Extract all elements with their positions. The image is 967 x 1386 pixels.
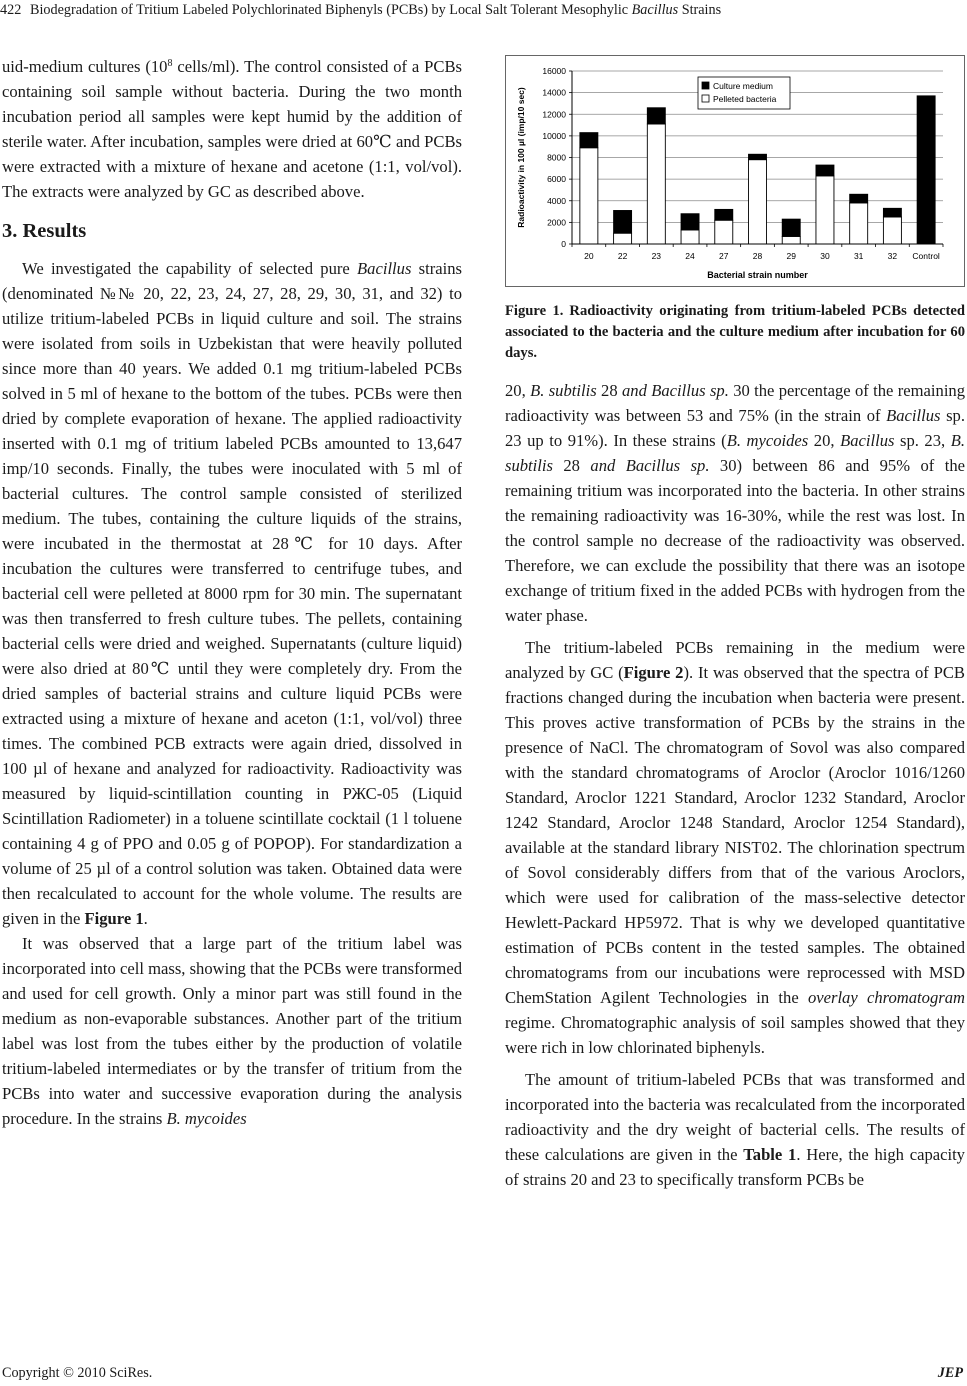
text-run: The tritium-labeled PCBs remaining in the medium were analyzed by GC (: [505, 638, 965, 682]
body-paragraph: [2, 931, 462, 1131]
pelleted-bacteria-bar: [614, 233, 632, 244]
y-axis-ticks: [542, 66, 572, 249]
italic-run: overlay chromatogram: [807, 988, 965, 1007]
text-run: strains (denominated №№ 20, 22, 23, 24, 27, 28, 29, 30, 31, and 32) to utilize tritium-labeled PCBs in liquid culture and soil. The strains were isolated from soils in Uzbekistan that were heavily polluted since more than 40 years. We added 0.1 mg tritium-labeled PCBs solved in 5 ml of hexane to the bottom of the tubes. PCBs were then dried by complete evaporation of hexane. The applied radioactivity inserted with 0.1 mg of tritium labeled PCBs amounted to 13,647 imp/10 seconds. Finally, the tubes were inoculated with 5 ml of bacterial cultures. The control sample consisted of sterilized medium. The tubes, containing the culture liquids of the strains, were incubated in the thermostat at 28℃ for 10 days. After incubation the cultures were transferred to centrifuge tubes, and bacterial cell were pelleted at 8000 rpm for 30 min. The supernatant was then transferred to fresh culture tubes. The pellets, containing bacterial cells were dried and weighed. Supernatants (culture liquid) were also dried at 80℃ until they were completely dry. From the dried samples of bacterial strains and culture liquid PCBs were extracted using a mixture of hexane and aceton (1:1, vol/vol) three times. The combined PCB extracts were again dried, dissolved in 100 µl of hexane and analyzed for radioactivity. Radioactivity was measured by liquid-scintillation counting in РЖС-05 (Liquid Scintillation Radiometer) in a toluene scintillate cocktail (1 l toluene containing 4 g of PPO and 0.05 g of POPOP). For standardization a volume of 25 µl of a control solution was taken. Obtained data were then recalculated to account for the whole volume. The results are given in the: [2, 259, 462, 928]
text-run: 30) between 86 and 95% of the remaining tritium was incorporated into the bacteria. In other strains the remaining radioactivity was 16-30%, while the rest was lost. In the control sample no decrease of the radioactivity was observed. Therefore, we can exclude the possibility that there was an isotope exchange of tritium fixed in the added PCBs with hydrogen from the water phase.: [505, 456, 965, 625]
figure-caption: [505, 301, 965, 364]
pelleted-bacteria-bar: [681, 230, 699, 244]
body-paragraph: [505, 1067, 965, 1192]
italic-run: and Bacillus sp.: [621, 381, 729, 400]
text-run: uid-medium cultures (10: [2, 57, 168, 76]
caption-label: Figure 1.: [505, 303, 564, 319]
right-column: [505, 55, 965, 1199]
y-axis-label: Radioactivity in 100 µl (imp/10 sec): [516, 87, 526, 228]
text-run: The amount of tritium-labeled PCBs that was transformed and incorporated into the bacteria was recalculated from the incorporated radioactivity and the dry weight of bacterial cells. The results of these calculations are given in the: [505, 1070, 965, 1164]
text-run: It was observed that a large part of the tritium label was incorporated into cell mass, showing that the PCBs were transformed and used for cell growth. Only a minor part was still found in the medium as non-evaporable substances. Another part of the tritium label was lost from the tubes either by the production of volatile tritium-labeled intermediates or by the transfer of tritium from the PCBs into water and successive evaporation during the analysis procedure. In the strains: [2, 934, 462, 1128]
section-heading: 3. Results: [2, 220, 87, 242]
journal-name: JEP: [937, 1365, 963, 1381]
culture-medium-bar: [647, 108, 665, 124]
text-run: 30 the percentage of the remaining radioactivity was between 53 and 75% (in the strain of: [505, 381, 966, 425]
culture-medium-bar: [816, 165, 834, 176]
culture-medium-bar: [614, 210, 632, 233]
left-column: [2, 54, 462, 1131]
x-tick-label: 20: [584, 251, 594, 261]
italic-run: B. subtilis: [505, 431, 965, 475]
y-tick-label: 4000: [547, 195, 566, 206]
italic-run: Bacillus: [840, 431, 895, 450]
pelleted-bacteria-bar: [816, 176, 834, 244]
pelleted-bacteria-bar: [715, 220, 733, 244]
text-run: sp. 23,: [894, 431, 951, 450]
y-tick-label: 14000: [542, 87, 566, 98]
italic-run: Bacillus: [886, 406, 941, 425]
text-run: sp. 23 up to 91%). In these strains (: [505, 406, 965, 450]
x-tick-label: 24: [685, 251, 695, 261]
y-tick-label: 8000: [547, 152, 566, 163]
x-axis-label: Bacterial strain number: [707, 270, 808, 280]
x-tick-label: 22: [617, 251, 628, 261]
body-paragraph: [505, 378, 965, 628]
text-run: . Here, the high capacity of strains 20 and 23 to specifically transform PCBs be: [505, 1145, 965, 1189]
culture-medium-bar: [850, 194, 868, 203]
table-reference: Table 1: [743, 1145, 797, 1164]
text-run: ). It was observed that the spectra of PCB fractions changed during the incubation when bacteria were present. This proves active transformation of PCBs by the strains in the presence of NaCl. The chromatogram of Sovol was also compared with the standard chromatograms of Aroclor (Aroclor 1016/1260 Standard, Aroclor 1221 Standard, Aroclor 1232 Standard, Aroclor 1242 Standard, Aroclor 1248 Standard, Aroclor 1254 Standard), available at the standard library NIST02. The chlorination spectrum of Sovol considerably differs from that of the various Aroclors, which were used for calibration of the mass-selective detector Hewlett-Packard HP5972. That is why we developed quantitative estimation of PCBs content in the tested samples. The obtained chromatograms from our incubations were reprocessed with MSD ChemStation Agilent Technologies in the: [505, 663, 965, 1007]
y-tick-label: 2000: [547, 217, 566, 228]
running-title-main: Biodegradation of Tritium Labeled Polychlorinated Biphenyls (PCBs) by Local Salt Tolerant Mesophylic: [30, 2, 629, 18]
pelleted-bacteria-bar: [883, 217, 901, 244]
x-tick-label: 32: [887, 251, 898, 261]
x-tick-label: 23: [651, 251, 662, 261]
x-tick-label: 28: [752, 251, 763, 261]
figure-1-chart: [505, 55, 965, 287]
pelleted-bacteria-legend-swatch: [702, 95, 709, 102]
text-run: 20,: [505, 381, 531, 400]
page-header: [0, 0, 967, 24]
italic-run: and Bacillus sp.: [590, 456, 710, 475]
culture-medium-bar: [715, 209, 733, 220]
bars: [580, 96, 935, 244]
text-run: 20,: [808, 431, 841, 450]
culture-medium-bar: [917, 96, 935, 244]
legend: [698, 77, 790, 109]
copyright-text: Copyright © 2010 SciRes.: [2, 1365, 153, 1381]
y-tick-label: 6000: [547, 174, 566, 185]
x-tick-label: 27: [719, 251, 729, 261]
y-tick-label: 0: [561, 239, 566, 249]
text-run: 28: [596, 381, 622, 400]
y-tick-label: 12000: [542, 109, 566, 120]
running-title: [30, 2, 721, 19]
x-tick-label: 31: [853, 251, 864, 261]
body-paragraph: [505, 635, 965, 1060]
page-number: 422: [0, 2, 22, 18]
italic-run: B. subtilis: [530, 381, 597, 400]
running-title-end: Strains: [678, 2, 722, 18]
figure-reference: Figure 2: [623, 663, 684, 682]
y-tick-label: 10000: [542, 130, 566, 141]
running-title-italic: Bacillus: [631, 2, 679, 18]
pelleted-bacteria-bar: [782, 236, 800, 244]
italic-run: Bacillus: [357, 259, 412, 278]
x-tick-label: Control: [912, 251, 940, 261]
culture-medium-bar: [782, 219, 800, 236]
italic-run: B. mycoides: [166, 1109, 247, 1128]
culture-medium-legend-swatch: [702, 82, 709, 89]
x-tick-label: 29: [786, 251, 796, 261]
y-tick-label: 16000: [542, 66, 566, 76]
right-body-text: [505, 378, 965, 1192]
caption-text: Radioactivity originating from tritium-labeled PCBs detected associated to the bacteria and the culture medium after incubation for 60 days.: [505, 303, 966, 361]
x-axis-ticks: [572, 244, 943, 261]
italic-run: B. mycoides: [726, 431, 809, 450]
text-run: 28: [552, 456, 591, 475]
bar-chart-svg: [506, 56, 964, 286]
legend-label: Culture medium: [713, 81, 773, 91]
culture-medium-bar: [883, 208, 901, 217]
text-run: cells/ml). The control consisted of a PCBs containing soil sample without bacteria. During the two month incubation period all samples were kept humid by the addition of sterile water. After incubation, samples were dried at 60℃ and PCBs were extracted with a mixture of hexane and acetone (1:1, vol/vol). The extracts were analyzed by GC as described above.: [2, 57, 462, 201]
text-run: .: [143, 909, 148, 928]
pelleted-bacteria-bar: [647, 124, 665, 244]
text-run: regime. Chromatographic analysis of soil samples showed that they were rich in low chlorinated biphenyls.: [505, 1013, 965, 1057]
text-run: We investigated the capability of selected pure: [22, 259, 358, 278]
pelleted-bacteria-bar: [749, 160, 767, 244]
culture-medium-bar: [681, 214, 699, 230]
body-paragraph: [2, 54, 462, 204]
legend-label: Pelleted bacteria: [713, 94, 777, 104]
superscript: 8: [167, 58, 173, 69]
pelleted-bacteria-bar: [580, 148, 598, 244]
culture-medium-bar: [749, 154, 767, 159]
x-tick-label: 30: [820, 251, 830, 261]
pelleted-bacteria-bar: [850, 203, 868, 244]
body-paragraph: [2, 256, 462, 931]
figure-reference: Figure 1: [84, 909, 144, 928]
culture-medium-bar: [580, 133, 598, 148]
